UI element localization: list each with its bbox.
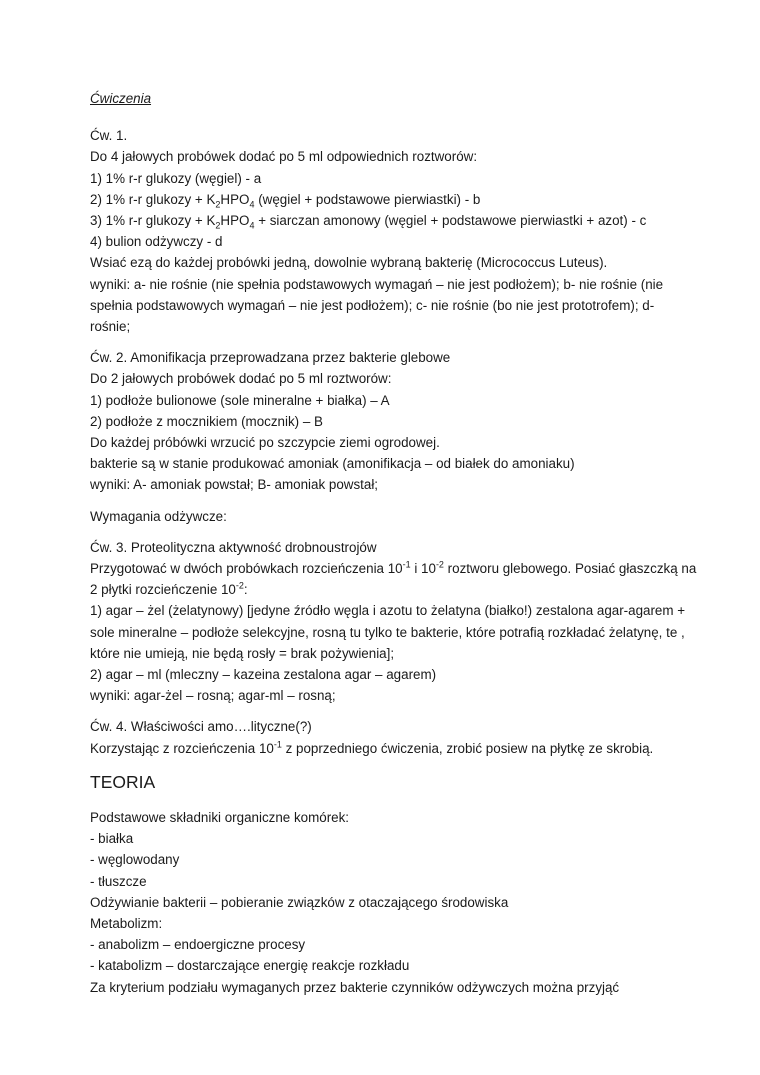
- text-run: 2) 1% r-r glukozy + K: [90, 191, 216, 207]
- text-run: + siarczan amonowy (węgiel + podstawowe pierwiastki + azot) - c: [254, 213, 647, 229]
- theory-line: - tłuszcze: [90, 873, 147, 889]
- exercise-3-heading: Ćw. 3. Proteolityczna aktywność drobnoustrojów: [90, 539, 377, 555]
- theory-heading: TEORIA: [90, 771, 156, 792]
- superscript: -2: [435, 559, 444, 570]
- requirements-heading: Wymagania odżywcze:: [90, 508, 227, 524]
- exercise-1-line: [90, 210, 680, 231]
- exercise-1-heading: Ćw. 1.: [90, 128, 128, 144]
- exercise-3-line: [90, 558, 697, 579]
- exercise-1-line: Wsiać ezą do każdej probówki jedną, dowolnie wybraną bakterię (Micrococcus Luteus).: [90, 255, 608, 271]
- exercise-4-heading: Ćw. 4. Właściwości amo….lityczne(?): [90, 719, 312, 735]
- theory-line: - katabolizm – dostarczające energię reakcje rozkładu: [90, 958, 410, 974]
- exercise-2-line: 2) podłoże z mocznikiem (mocznik) – B: [90, 413, 323, 429]
- theory-line: - węglowodany: [90, 852, 180, 868]
- exercise-3-line: 2) agar – ml (mleczny – kazeina zestalona agar – agarem): [90, 667, 437, 683]
- exercise-1-line: 4) bulion odżywczy - d: [90, 234, 223, 250]
- subscript: 4: [249, 220, 255, 231]
- exercise-1: [90, 125, 680, 337]
- text-run: roztworu glebowego. Posiać głaszczką na: [443, 561, 697, 577]
- superscript: -2: [235, 580, 244, 591]
- exercise-1-line: rośnie;: [90, 319, 131, 335]
- exercise-3: [90, 537, 697, 707]
- subscript: 4: [249, 199, 255, 210]
- text-run: Przygotować w dwóch probówkach rozcieńczenia 10: [90, 561, 403, 577]
- theory-line: - anabolizm – endoergiczne procesy: [90, 937, 306, 953]
- exercise-3-line: [90, 579, 680, 600]
- exercise-2-line: Do każdej próbówki wrzucić po szczypcie ziemi ogrodowej.: [90, 435, 440, 451]
- exercise-3-line: sole mineralne – podłoże selekcyjne, rosną tu tylko te bakterie, które potrafią rozkładać żelatynę, te ,: [90, 624, 685, 640]
- theory-line: Metabolizm:: [90, 915, 163, 931]
- title-block: [90, 88, 680, 109]
- exercise-3-line: które nie umieją, nie będą rosły = brak pożywienia];: [90, 645, 395, 661]
- exercise-2: [90, 347, 680, 495]
- exercise-2-line: 1) podłoże bulionowe (sole mineralne + białka) – A: [90, 392, 390, 408]
- document-title: Ćwiczenia: [90, 91, 152, 106]
- exercise-1-line: 1) 1% r-r glukozy (węgiel) - a: [90, 170, 262, 186]
- exercise-1-line: wyniki: a- nie rośnie (nie spełnia podstawowych wymagań – nie jest podłożem); b- nie rośnie (nie: [90, 276, 664, 292]
- text-run: HPO: [220, 191, 250, 207]
- theory-line: Odżywianie bakterii – pobieranie związków z otaczającego środowiska: [90, 894, 509, 910]
- text-run: i 10: [410, 561, 436, 577]
- exercise-1-line: [90, 189, 680, 210]
- text-run: (węgiel + podstawowe pierwiastki) - b: [254, 191, 481, 207]
- subscript: 2: [215, 199, 221, 210]
- exercise-3-line: wyniki: agar-żel – rosną; agar-ml – rosną;: [90, 688, 336, 704]
- text-run: 2 płytki rozcieńczenie 10: [90, 582, 236, 598]
- text-run: :: [243, 582, 248, 598]
- theory-section: [90, 807, 680, 998]
- exercise-2-line: bakterie są w stanie produkować amoniak (amonifikacja – od białek do amoniaku): [90, 456, 575, 472]
- text-run: 3) 1% r-r glukozy + K: [90, 213, 216, 229]
- exercise-3-line: 1) agar – żel (żelatynowy) [jedyne źródło węgla i azotu to żelatyna (białko!) zestalona agar-agarem +: [90, 603, 686, 619]
- text-run: z poprzedniego ćwiczenia, zrobić posiew na płytkę ze skrobią.: [281, 740, 654, 756]
- theory-line: Podstawowe składniki organiczne komórek:: [90, 809, 350, 825]
- subscript: 2: [215, 220, 221, 231]
- exercise-2-line: Do 2 jałowych probówek dodać po 5 ml roztworów:: [90, 371, 392, 387]
- exercise-1-line: Do 4 jałowych probówek dodać po 5 ml odpowiednich roztworów:: [90, 149, 478, 165]
- exercise-2-heading: Ćw. 2. Amonifikacja przeprowadzana przez bakterie glebowe: [90, 350, 451, 366]
- text-run: Korzystając z rozcieńczenia 10: [90, 740, 274, 756]
- superscript: -1: [402, 559, 411, 570]
- theory-line: Za kryterium podziału wymaganych przez bakterie czynników odżywczych można przyjąć: [90, 979, 620, 995]
- exercise-4: [90, 716, 680, 758]
- exercise-1-line: spełnia podstawowych wymagań – nie jest podłożem); c- nie rośnie (bo nie jest prototrofem); d-: [90, 297, 655, 313]
- superscript: -1: [273, 739, 282, 750]
- text-run: HPO: [220, 213, 250, 229]
- exercise-4-line: [90, 738, 680, 759]
- theory-line: - białka: [90, 831, 134, 847]
- requirements-block: [90, 506, 680, 527]
- exercise-2-line: wyniki: A- amoniak powstał; B- amoniak powstał;: [90, 477, 379, 493]
